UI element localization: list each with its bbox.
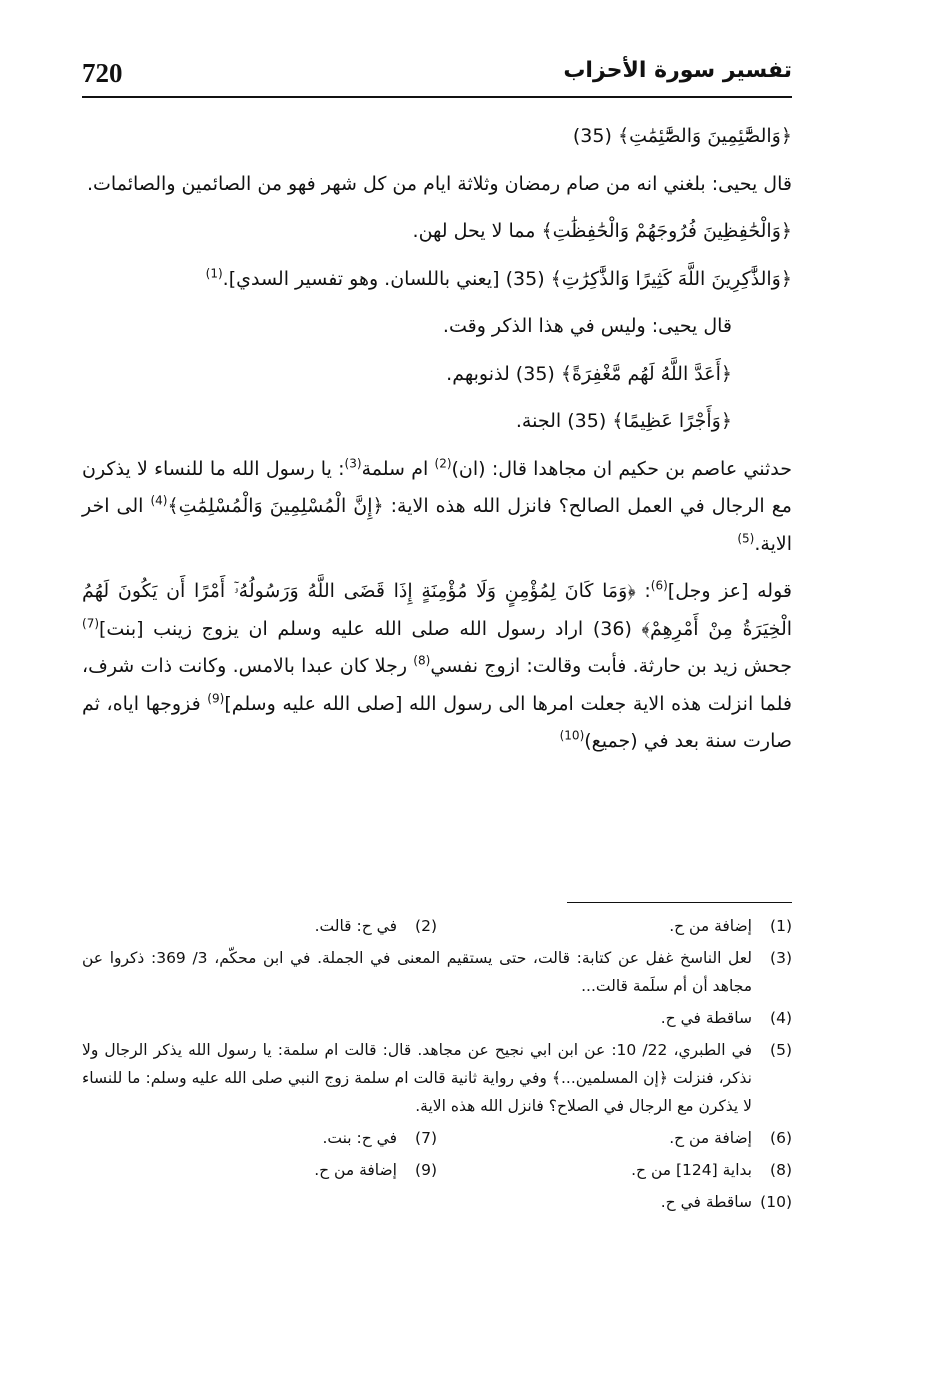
- footnote-text: لعل الناسخ غفل عن كتابة: قالت، حتى يستقيم المعنى في الجملة. في ابن محكّم، 3/ 369: ذكروا عن مجاهد أن أم سلَمة قالت...: [82, 949, 752, 995]
- paragraph-zaynab-story: [82, 573, 792, 761]
- footnote-row: [82, 1124, 792, 1152]
- main-text: [82, 118, 792, 771]
- footnote-number: (3): [770, 949, 792, 967]
- quran-verse: ﴿أَعَدَّ اللَّهُ لَهُم مَّغْفِرَةً﴾: [560, 362, 732, 385]
- footnote-ref: (2): [434, 456, 452, 471]
- footnote-4: [82, 1004, 792, 1032]
- page-number: 720: [82, 58, 123, 88]
- footnote-ref: (3): [344, 456, 362, 471]
- footnote-number: (8): [770, 1161, 792, 1179]
- footnote-3: [82, 944, 792, 1000]
- footnote-number: (2): [415, 917, 437, 935]
- footnote-number: (7): [415, 1129, 437, 1147]
- footnote-text: ساقطة في ح.: [660, 1193, 752, 1211]
- footnote-number: (5): [770, 1041, 792, 1059]
- text-run: (36) اراد رسول الله صلى الله عليه وسلم ان يزوج زينب [بنت]: [99, 617, 642, 640]
- quran-verse: ﴿إِنَّ الْمُسْلِمِينَ وَالْمُسْلِمَٰتِ﴾: [167, 495, 384, 517]
- verse-comment: مما لا يحل لهن.: [412, 220, 536, 242]
- verse-number: (35): [572, 125, 612, 147]
- footnote-text: بداية [124] من ح.: [631, 1161, 752, 1179]
- footnote-ref: (8): [413, 653, 431, 668]
- footnote-number: (1): [770, 917, 792, 935]
- footnote-6: [437, 1124, 792, 1152]
- footnote-10: [82, 1188, 792, 1216]
- footnote-5: [82, 1036, 792, 1120]
- paragraph-yahya-dhikr: قال يحيى: وليس في هذا الذكر وقت.: [442, 315, 732, 337]
- text-run: الى اخر الاية.: [82, 495, 792, 555]
- quran-verse: ﴿وَمَا كَانَ لِمُؤْمِنٍ وَلَا مُؤْمِنَةٍ إِذَا قَضَى اللَّهُ وَرَسُولُهُۥٓ أَمْرًا أَن يَكُونَ لَهُمُ الْخِيَرَةُ مِنْ أَمْرِهِمْ﴾: [82, 580, 793, 640]
- footnote-number: (4): [770, 1009, 792, 1027]
- paragraph-mujahid-report: [82, 451, 792, 564]
- footnote-9: [82, 1156, 437, 1184]
- footnote-text: إضافة من ح.: [669, 917, 752, 935]
- text-run: جحش زيد بن حارثة. فأبت وقالت: ازوج نفسي: [430, 655, 793, 677]
- text-run: :: [635, 580, 651, 602]
- quran-verse: ﴿وَالْحَٰفِظِينَ فُرُوجَهُمْ وَالْحَٰفِظَٰتِ﴾: [541, 220, 792, 242]
- text-run: فزوجها اياه، ثم صارت سنة بعد في (جميع): [82, 692, 792, 752]
- footnotes: [82, 912, 792, 1220]
- page-header: [82, 52, 792, 98]
- footnote-ref: (7): [82, 616, 100, 631]
- footnote-text: في الطبري، 22/ 10: عن ابن ابي نجيح عن مجاهد. قال: قالت ام سلمة: يا رسول الله يذكر الرجال ولا نذكر، فنزلت ﴿إن المسلمين...﴾ وفي رواية ثانية قالت ام سلمة زوج النبي صلى الله عليه وسلم: ما للنساء لا يذكرن مع الرجال في الصلاح؟ فانزل الله هذه الاية.: [82, 1041, 752, 1115]
- quran-verse: ﴿وَأَجْرًا عَظِيمًا﴾: [612, 410, 732, 432]
- footnote-number: (10): [760, 1193, 792, 1211]
- footnote-text: في ح: قالت.: [314, 917, 397, 935]
- footnote-number: (6): [770, 1129, 792, 1147]
- footnote-ref: (5): [737, 531, 755, 546]
- quran-verse: ﴿وَالصَّٰٓئِمِينَ وَالصَّٰٓئِمَٰتِ﴾: [617, 125, 792, 147]
- footnote-2: [82, 912, 437, 940]
- text-run: قوله [عز وجل]: [667, 580, 792, 602]
- verse-comment: (35) الجنة.: [515, 410, 607, 432]
- paragraph-verse-reward: [82, 403, 792, 441]
- text-run: حدثني عاصم بن حكيم ان مجاهدا قال: (ان): [451, 457, 792, 480]
- footnote-text: إضافة من ح.: [314, 1161, 397, 1179]
- footnote-text: إضافة من ح.: [669, 1129, 752, 1147]
- footnote-ref: (9): [207, 691, 225, 706]
- footnote-divider: [567, 902, 792, 903]
- text-run: ام سلمة: [361, 457, 435, 480]
- quran-verse: ﴿وَالذَّٰكِرِينَ اللَّهَ كَثِيرًا وَالذَّٰكِرَٰتِ﴾: [550, 267, 792, 290]
- footnote-ref: (10): [559, 728, 585, 743]
- footnote-ref: (1): [205, 266, 223, 281]
- verse-comment: (35) [يعني باللسان. وهو تفسير السدي].: [222, 267, 545, 290]
- footnote-text: في ح: بنت.: [322, 1129, 397, 1147]
- paragraph-verse-guarding: [82, 213, 792, 251]
- footnote-ref: (4): [150, 493, 168, 508]
- text-run: : يا رسول الله ما للنساء لا يذكرن مع الرجال في العمل الصالح؟ فانزل الله هذه الاية:: [82, 457, 792, 517]
- footnote-text: ساقطة في ح.: [660, 1009, 752, 1027]
- paragraph-yahya-fasting: قال يحيى: بلغني انه من صام رمضان وثلاثة ايام من كل شهر فهو من الصائمين والصائمات.: [87, 172, 792, 195]
- paragraph-verse-forgiveness: [82, 356, 792, 394]
- running-title: تفسير سورة الأحزاب: [563, 58, 792, 83]
- footnote-1: [437, 912, 792, 940]
- footnote-7: [82, 1124, 437, 1152]
- paragraph-verse-fasting: [82, 118, 792, 156]
- footnote-number: (9): [415, 1161, 437, 1179]
- footnote-8: [437, 1156, 792, 1184]
- verse-comment: (35) لذنوبهم.: [446, 362, 555, 385]
- footnote-row: [82, 1156, 792, 1184]
- footnote-row: [82, 912, 792, 940]
- text-run: رجلا كان عبدا بالامس. وكانت ذات شرف، فلما انزلت هذه الاية جعلت امرها الى رسول الله [صلى الله عليه وسلم]: [82, 655, 792, 715]
- footnote-ref: (6): [650, 578, 668, 593]
- paragraph-verse-remembering: [82, 261, 792, 299]
